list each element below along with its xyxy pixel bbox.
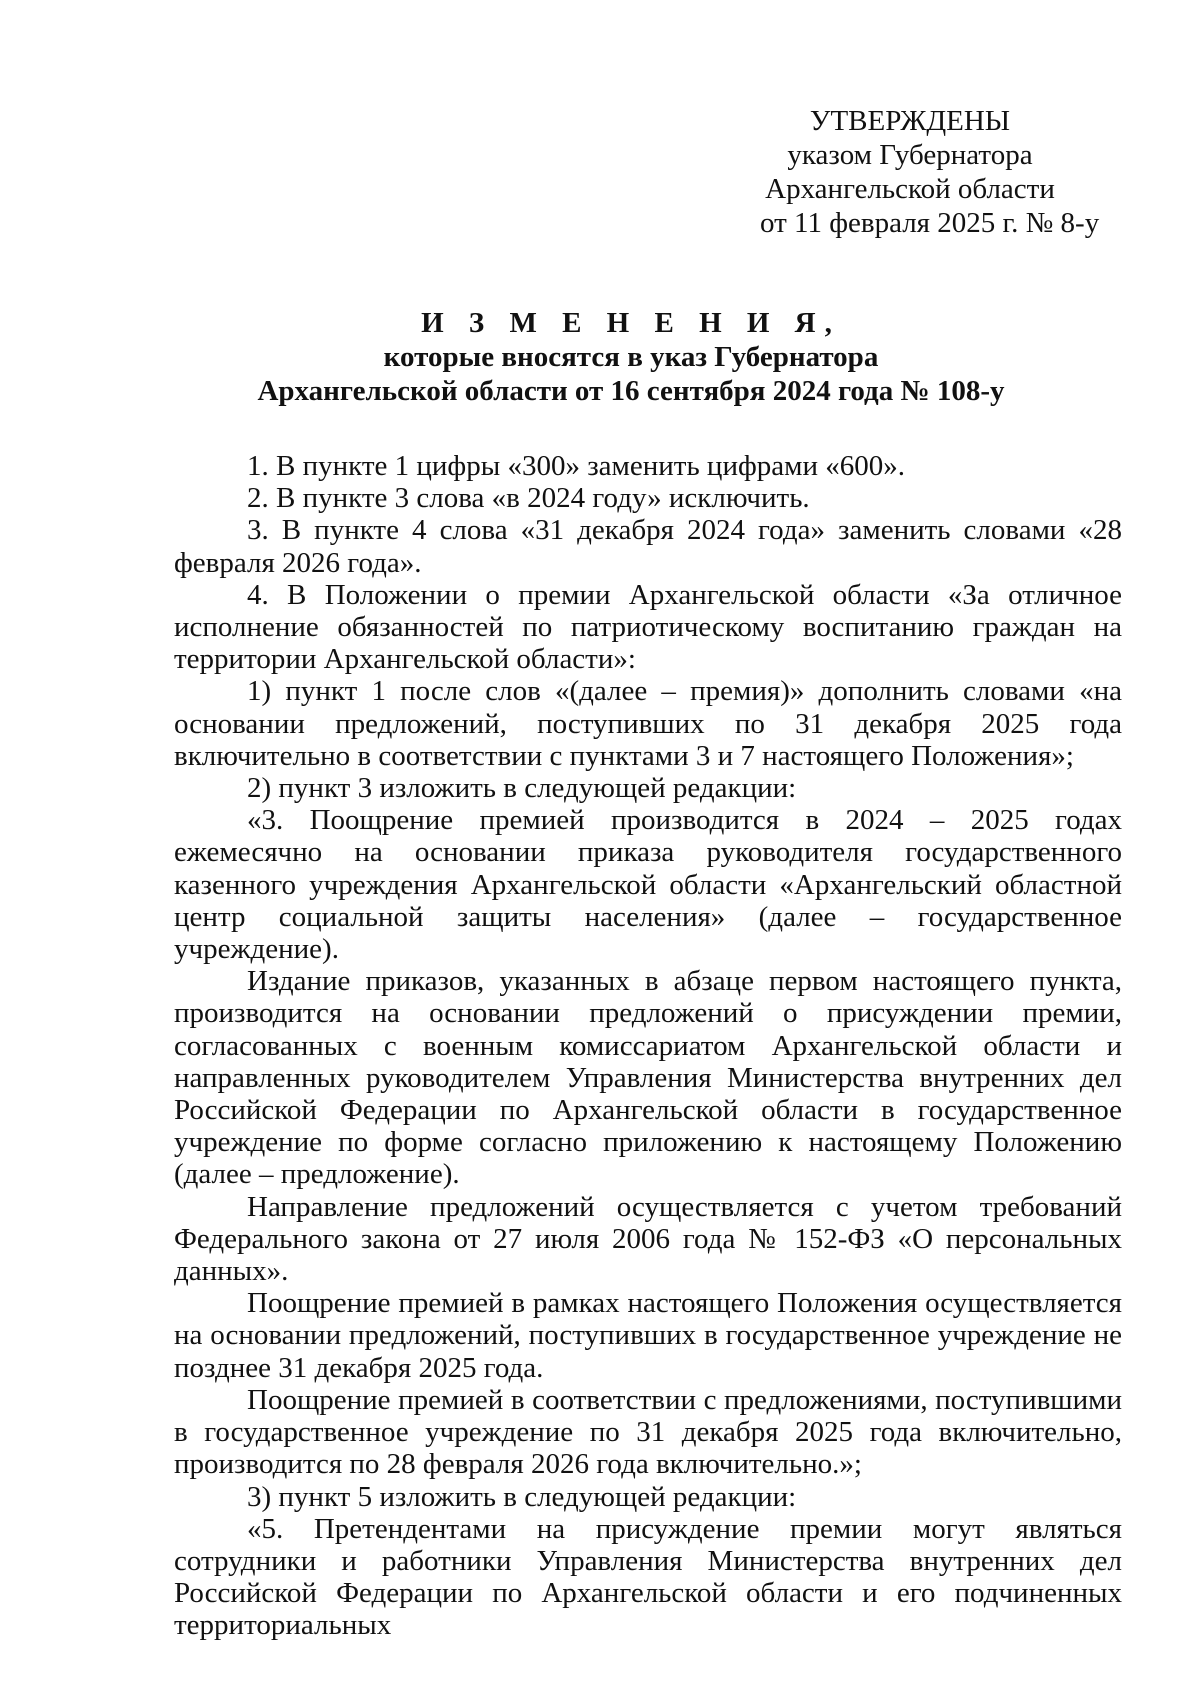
paragraph: Поощрение премией в соответствии с предложениями, поступившими в государственное учреждение по 31 декабря 2025 года включительно, производится по 28 февраля 2026 года включительно.»; — [174, 1383, 1122, 1481]
document-heading — [170, 306, 1092, 408]
paragraph: Направление предложений осуществляется с учетом требований Федерального закона от 27 июля 2006 года № 152-ФЗ «О персональных данных». — [174, 1190, 1122, 1288]
heading-subtitle-line2: Архангельской области от 16 сентября 2024 года № 108-у — [257, 375, 1005, 407]
approval-line-decree: указом Губернатора — [787, 139, 1033, 171]
document-title: И З М Е Н Е Н И Я, — [421, 307, 841, 339]
paragraph: 2. В пункте 3 слова «в 2024 году» исключить. — [247, 482, 810, 515]
paragraph: 1. В пункте 1 цифры «300» заменить цифрами «600». — [247, 450, 906, 482]
paragraph: 3. В пункте 4 слова «31 декабря 2024 года» заменить словами «28 февраля 2026 года». — [174, 514, 1122, 579]
paragraph: 4. В Положении о премии Архангельской области «За отличное исполнение обязанностей по патриотическому воспитанию граждан на территории Архангельской области»: — [174, 578, 1122, 676]
approval-stamp — [760, 104, 1100, 240]
approval-line-date: от 11 февраля 2025 г. № 8-у — [760, 207, 1100, 239]
paragraph: «5. Претендентами на присуждение премии могут являться сотрудники и работники Управления Министерства внутренних дел Российской Федерации по Архангельской области и его подчиненных территориальных — [174, 1512, 1122, 1642]
paragraph: 1) пункт 1 после слов «(далее – премия)» дополнить словами «на основании предложений, поступивших по 31 декабря 2025 года включительно в соответствии с пунктами 3 и 7 настоящего Положения»; — [174, 675, 1122, 772]
approval-line-region: Архангельской области — [765, 173, 1055, 205]
paragraph: Издание приказов, указанных в абзаце первом настоящего пункта, производится на основании предложений о присуждении премии, согласованных с военным комиссариатом Архангельской области и направленных руководителем Управления Министерства внутренних дел Российской Федерации по Архангельской области в государственное учреждение по форме согласно приложению к настоящему Положению (далее – предложение). — [174, 965, 1122, 1191]
paragraph: «3. Поощрение премией производится в 2024 – 2025 годах ежемесячно на основании приказа руководителя государственного казенного учреждения Архангельской области «Архангельский областной центр социальной защиты населения» (далее – государственное учреждение). — [174, 804, 1122, 966]
paragraph: 2) пункт 3 изложить в следующей редакции: — [247, 772, 797, 805]
paragraph: Поощрение премией в рамках настоящего Положения осуществляется на основании предложений, поступивших в государственное учреждение не позднее 31 декабря 2025 года. — [174, 1287, 1122, 1384]
document-body — [174, 450, 1122, 1642]
approval-line-approved: УТВЕРЖДЕНЫ — [809, 105, 1011, 137]
heading-subtitle-line1: которые вносятся в указ Губернатора — [383, 341, 879, 373]
paragraph: 3) пункт 5 изложить в следующей редакции: — [247, 1480, 797, 1513]
